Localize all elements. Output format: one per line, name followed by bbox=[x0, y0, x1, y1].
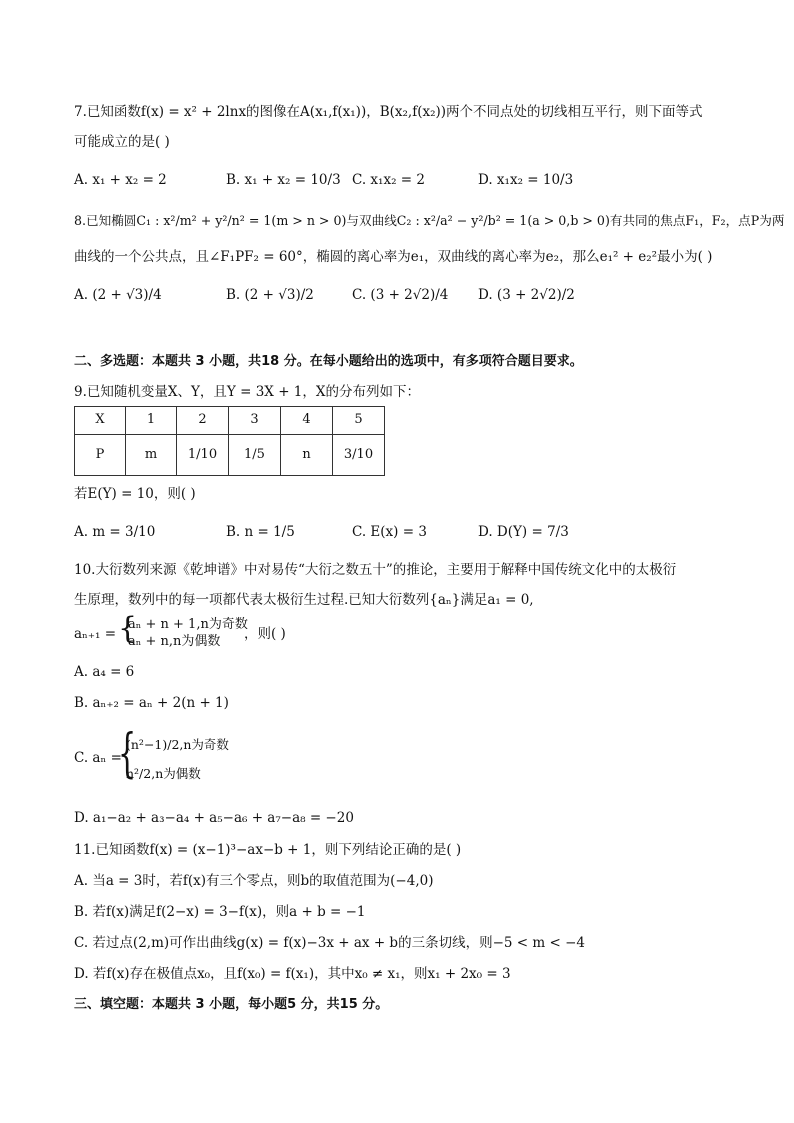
table-cell: m bbox=[126, 435, 177, 476]
q11-stem: 11.已知函数f(x) = (x−1)³−ax−b + 1，则下列结论正确的是( ) bbox=[74, 842, 462, 858]
q9-stem: 9.已知随机变量X、Y，且Y = 3X + 1，X的分布列如下： bbox=[74, 384, 421, 400]
q7-stem-line1: 7.已知函数f(x) = x² + 2lnx的图像在A(x₁,f(x₁))，B(x₂,f(x₂))两个不同点处的切线相互平行，则下面等式 bbox=[74, 104, 703, 120]
q10-stem-line1: 10.大衍数列来源《乾坤谱》中对易传“大衍之数五十”的推论，主要用于解释中国传统文化中的太极衍 bbox=[74, 562, 677, 578]
q9-option-a: A. m = 3/10 bbox=[74, 524, 156, 540]
table-cell: 1/10 bbox=[177, 435, 229, 476]
section-heading-multiple-choice: 二、多选题：本题共 3 小题，共18 分。在每小题给出的选项中，有多项符合题目要求。 bbox=[74, 354, 583, 369]
q7-option-b: B. x₁ + x₂ = 10/3 bbox=[226, 172, 341, 188]
table-row bbox=[75, 435, 385, 476]
q11-option-a: A. 当a = 3时，若f(x)有三个零点，则b的取值范围为(−4,0) bbox=[74, 873, 434, 889]
q11-option-c: C. 若过点(2,m)可作出曲线g(x) = f(x)−3x + ax + b的三条切线，则−5 < m < −4 bbox=[74, 935, 585, 951]
q11-option-b: B. 若f(x)满足f(2−x) = 3−f(x)，则a + b = −1 bbox=[74, 904, 366, 920]
q8-stem-line2: 曲线的一个公共点，且∠F₁PF₂ = 60°，椭圆的离心率为e₁，双曲线的离心率为e₂，那么e₁² + e₂²最小为( ) bbox=[74, 249, 713, 265]
table-cell: P bbox=[75, 435, 126, 476]
q9-option-d: D. D(Y) = 7/3 bbox=[478, 524, 569, 540]
q10-stem-line2: 生原理，数列中的每一项都代表太极衍生过程.已知大衍数列{aₙ}满足a₁ = 0, bbox=[74, 592, 534, 608]
q10-definition-case1: aₙ + n + 1,n为奇数 bbox=[128, 617, 248, 632]
table-row bbox=[75, 407, 385, 435]
q7-option-d: D. x₁x₂ = 10/3 bbox=[478, 172, 574, 188]
q10-option-d: D. a₁−a₂ + a₃−a₄ + a₅−a₆ + a₇−a₈ = −20 bbox=[74, 810, 354, 826]
table-cell: 2 bbox=[177, 407, 229, 435]
q9-option-b: B. n = 1/5 bbox=[226, 524, 295, 540]
q8-option-a: A. (2 + √3)/4 bbox=[74, 287, 162, 303]
q10-option-c-lhs: C. aₙ = bbox=[74, 750, 122, 766]
q11-option-d: D. 若f(x)存在极值点x₀，且f(x₀) = f(x₁)，其中x₀ ≠ x₁，则x₁ + 2x₀ = 3 bbox=[74, 966, 511, 982]
q10-option-c-case1: (n²−1)/2,n为奇数 bbox=[126, 737, 229, 752]
q10-option-a: A. a₄ = 6 bbox=[74, 664, 135, 680]
q8-option-b: B. (2 + √3)/2 bbox=[226, 287, 314, 303]
table-cell: 5 bbox=[333, 407, 385, 435]
table-cell: 3/10 bbox=[333, 435, 385, 476]
q10-definition-tail: ，则( ) bbox=[244, 626, 286, 642]
q10-definition-case2: aₙ + n,n为偶数 bbox=[128, 634, 221, 649]
q9-option-c: C. E(x) = 3 bbox=[352, 524, 427, 540]
q8-stem-line1: 8.已知椭圆C₁ : x²/m² + y²/n² = 1(m > n > 0)与双曲线C₂ : x²/a² − y²/b² = 1(a > 0,b > 0)有共同的焦点F₁，F₂，点P为两 bbox=[74, 213, 785, 228]
q8-option-c: C. (3 + 2√2)/4 bbox=[352, 287, 449, 303]
q8-option-d: D. (3 + 2√2)/2 bbox=[478, 287, 575, 303]
q7-option-c: C. x₁x₂ = 2 bbox=[352, 172, 425, 188]
table-cell: n bbox=[281, 435, 333, 476]
table-cell: 1/5 bbox=[229, 435, 281, 476]
table-cell: X bbox=[75, 407, 126, 435]
q10-option-c-case2: n²/2,n为偶数 bbox=[126, 766, 201, 781]
section-heading-fill-in-blank: 三、填空题：本题共 3 小题，每小题5 分，共15 分。 bbox=[74, 997, 389, 1012]
q7-stem-line2: 可能成立的是( ) bbox=[74, 134, 170, 150]
left-brace-symbol: { bbox=[118, 724, 137, 784]
q10-definition-lhs: aₙ₊₁ = bbox=[74, 626, 117, 642]
table-cell: 1 bbox=[126, 407, 177, 435]
distribution-table bbox=[74, 406, 385, 476]
q7-option-a: A. x₁ + x₂ = 2 bbox=[74, 172, 167, 188]
q10-option-b: B. aₙ₊₂ = aₙ + 2(n + 1) bbox=[74, 695, 229, 711]
left-brace-symbol: { bbox=[118, 611, 138, 646]
table-cell: 3 bbox=[229, 407, 281, 435]
q9-condition: 若E(Y) = 10，则( ) bbox=[74, 486, 196, 502]
table-cell: 4 bbox=[281, 407, 333, 435]
